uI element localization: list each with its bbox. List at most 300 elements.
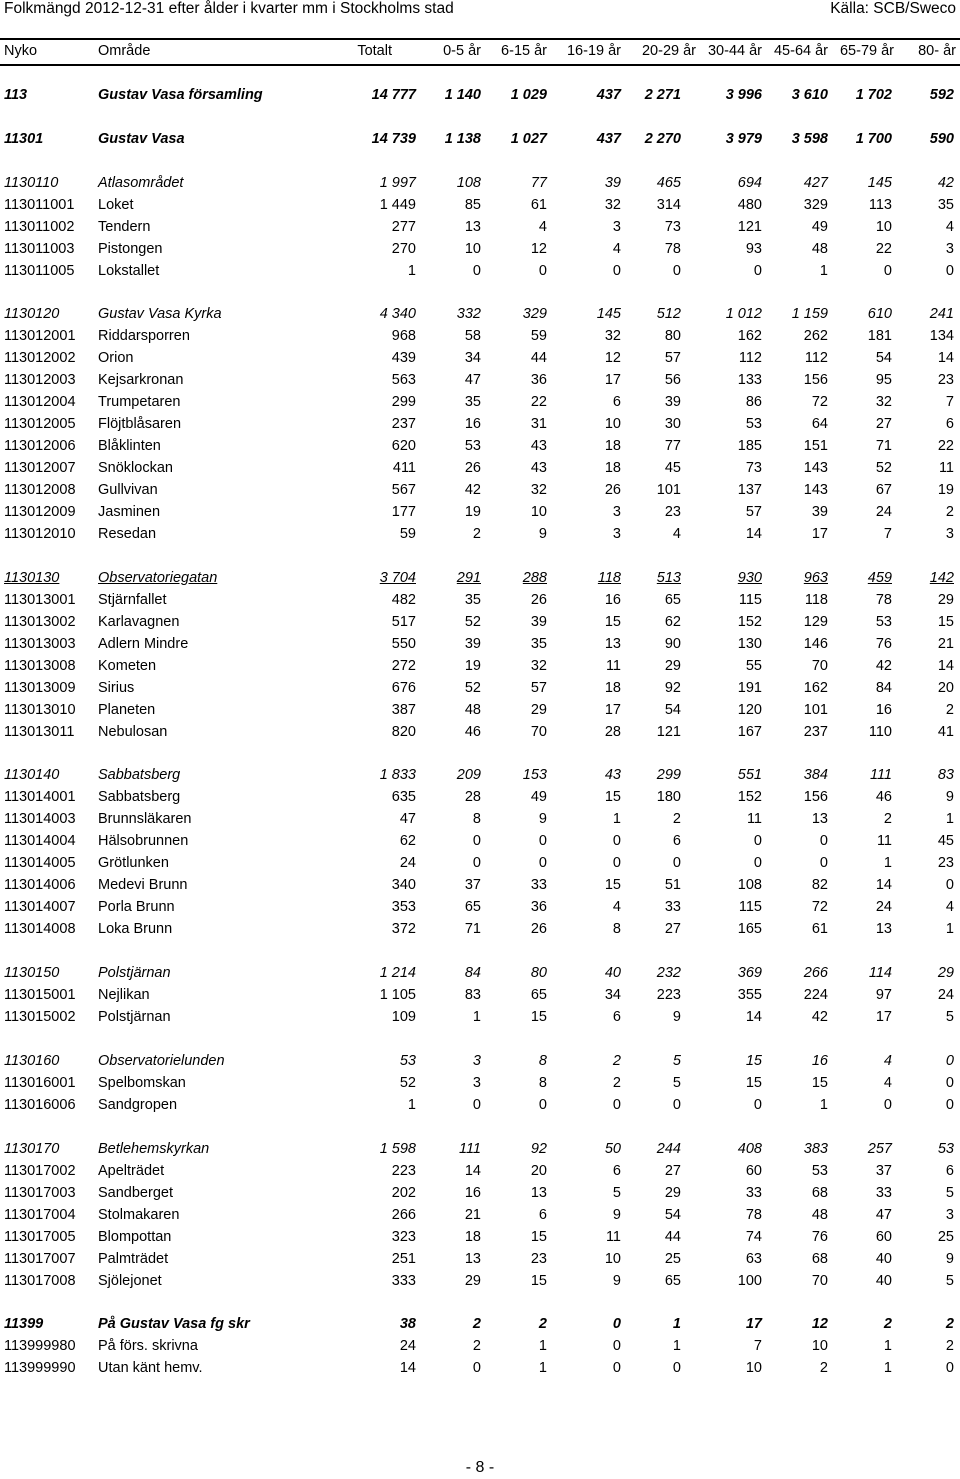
cell-age-16-19: 5 xyxy=(612,1185,621,1201)
cell-age-45-64: 72 xyxy=(811,394,828,410)
table-row xyxy=(0,1248,960,1270)
cell-age-0-5: 53 xyxy=(464,438,481,454)
cell-omrade: Apelträdet xyxy=(98,1163,165,1179)
cell-age-30-44: 152 xyxy=(737,614,762,630)
cell-totalt: 1 598 xyxy=(379,1141,416,1157)
cell-age-16-19: 17 xyxy=(604,702,621,718)
cell-age-80-plus: 9 xyxy=(945,1251,954,1267)
column-header-age-65-79: 65-79 år xyxy=(839,43,894,59)
cell-age-20-29: 78 xyxy=(664,241,681,257)
cell-omrade: Blompottan xyxy=(98,1229,172,1245)
cell-age-16-19: 10 xyxy=(604,416,621,432)
cell-age-80-plus: 1 xyxy=(945,921,954,937)
cell-totalt: 38 xyxy=(399,1316,416,1332)
cell-age-45-64: 39 xyxy=(811,504,828,520)
cell-age-20-29: 2 270 xyxy=(644,131,681,147)
cell-age-30-44: 15 xyxy=(745,1053,762,1069)
cell-age-0-5: 35 xyxy=(464,592,481,608)
cell-age-65-79: 17 xyxy=(875,1009,892,1025)
cell-age-30-44: 60 xyxy=(745,1163,762,1179)
cell-nyko: 113014001 xyxy=(4,789,76,805)
cell-age-45-64: 101 xyxy=(803,702,828,718)
table-row xyxy=(0,501,960,523)
cell-nyko: 1130110 xyxy=(4,175,59,191)
cell-age-20-29: 51 xyxy=(664,877,681,893)
cell-totalt: 4 340 xyxy=(379,306,416,322)
cell-age-45-64: 53 xyxy=(811,1163,828,1179)
table-row xyxy=(0,260,960,282)
table-row xyxy=(0,852,960,874)
cell-age-20-29: 23 xyxy=(664,504,681,520)
cell-age-16-19: 0 xyxy=(612,1097,621,1113)
cell-age-65-79: 24 xyxy=(875,504,892,520)
cell-age-16-19: 2 xyxy=(612,1075,621,1091)
cell-age-20-29: 0 xyxy=(672,855,681,871)
cell-age-20-29: 45 xyxy=(664,460,681,476)
cell-age-0-5: 39 xyxy=(464,636,481,652)
cell-nyko: 113013003 xyxy=(4,636,76,652)
cell-omrade: Nejlikan xyxy=(98,987,150,1003)
cell-age-30-44: 165 xyxy=(737,921,762,937)
cell-omrade: Sandgropen xyxy=(98,1097,178,1113)
column-header-totalt: Totalt xyxy=(357,43,392,59)
cell-age-20-29: 121 xyxy=(656,724,681,740)
cell-nyko: 113012008 xyxy=(4,482,76,498)
cell-totalt: 251 xyxy=(391,1251,416,1267)
cell-age-30-44: 53 xyxy=(745,416,762,432)
cell-totalt: 223 xyxy=(391,1163,416,1179)
cell-nyko: 113013008 xyxy=(4,658,76,674)
table-row xyxy=(0,1226,960,1248)
cell-age-6-15: 0 xyxy=(538,855,547,871)
cell-age-0-5: 46 xyxy=(464,724,481,740)
cell-age-45-64: 3 598 xyxy=(791,131,828,147)
cell-nyko: 11399 xyxy=(4,1316,44,1332)
document-title: Folkmängd 2012-12-31 efter ålder i kvarter mm i Stockholms stad xyxy=(4,0,454,17)
cell-omrade: Trumpetaren xyxy=(98,394,181,410)
cell-age-45-64: 237 xyxy=(803,724,828,740)
cell-age-30-44: 0 xyxy=(753,263,762,279)
cell-age-0-5: 1 140 xyxy=(444,87,481,103)
cell-omrade: Polstjärnan xyxy=(98,1009,171,1025)
cell-age-80-plus: 15 xyxy=(937,614,954,630)
cell-age-45-64: 118 xyxy=(804,592,828,608)
cell-omrade: Gustav Vasa Kyrka xyxy=(98,306,222,322)
cell-age-45-64: 151 xyxy=(803,438,828,454)
cell-nyko: 113017003 xyxy=(4,1185,76,1201)
cell-age-6-15: 9 xyxy=(538,811,547,827)
cell-nyko: 113015001 xyxy=(4,987,76,1003)
cell-age-80-plus: 0 xyxy=(945,263,954,279)
cell-nyko: 113014004 xyxy=(4,833,76,849)
page-number: - 8 - xyxy=(465,1459,495,1476)
cell-age-6-15: 65 xyxy=(530,987,547,1003)
cell-omrade: Utan känt hemv. xyxy=(98,1360,203,1376)
cell-age-45-64: 0 xyxy=(819,855,828,871)
cell-nyko: 113014008 xyxy=(4,921,76,937)
cell-age-65-79: 7 xyxy=(883,526,892,542)
cell-age-65-79: 0 xyxy=(883,1097,892,1113)
cell-omrade: Atlasområdet xyxy=(98,175,184,191)
cell-age-20-29: 65 xyxy=(664,592,681,608)
cell-age-80-plus: 6 xyxy=(945,1163,954,1179)
cell-age-65-79: 95 xyxy=(875,372,892,388)
cell-totalt: 620 xyxy=(391,438,416,454)
cell-age-0-5: 0 xyxy=(472,1360,481,1376)
cell-age-45-64: 427 xyxy=(803,175,828,191)
cell-age-20-29: 512 xyxy=(656,306,681,322)
cell-age-16-19: 12 xyxy=(604,350,621,366)
cell-age-30-44: 0 xyxy=(753,1097,762,1113)
cell-totalt: 968 xyxy=(391,328,416,344)
cell-age-0-5: 0 xyxy=(472,855,481,871)
cell-age-30-44: 121 xyxy=(737,219,762,235)
cell-age-45-64: 143 xyxy=(803,460,828,476)
cell-totalt: 439 xyxy=(391,350,416,366)
cell-totalt: 109 xyxy=(391,1009,416,1025)
cell-age-16-19: 15 xyxy=(604,614,621,630)
cell-age-30-44: 93 xyxy=(745,241,762,257)
cell-age-0-5: 2 xyxy=(472,1338,481,1354)
cell-age-30-44: 120 xyxy=(737,702,762,718)
table-row xyxy=(0,457,960,479)
cell-age-0-5: 16 xyxy=(464,1185,481,1201)
cell-age-20-29: 33 xyxy=(664,899,681,915)
cell-age-80-plus: 4 xyxy=(945,219,954,235)
table-row xyxy=(0,303,960,325)
cell-age-65-79: 1 700 xyxy=(855,131,892,147)
cell-age-65-79: 60 xyxy=(875,1229,892,1245)
cell-age-20-29: 1 xyxy=(672,1316,681,1332)
table-row xyxy=(0,611,960,633)
cell-age-0-5: 29 xyxy=(464,1273,481,1289)
cell-age-30-44: 694 xyxy=(737,175,762,191)
cell-age-16-19: 39 xyxy=(604,175,621,191)
cell-age-80-plus: 3 xyxy=(945,526,954,542)
cell-age-80-plus: 142 xyxy=(929,570,954,586)
cell-age-20-29: 30 xyxy=(664,416,681,432)
cell-age-6-15: 8 xyxy=(538,1053,547,1069)
cell-age-80-plus: 2 xyxy=(945,702,954,718)
cell-omrade: Spelbomskan xyxy=(98,1075,186,1091)
cell-totalt: 277 xyxy=(391,219,416,235)
cell-age-45-64: 10 xyxy=(811,1338,828,1354)
table-row xyxy=(0,1160,960,1182)
cell-age-30-44: 33 xyxy=(745,1185,762,1201)
cell-totalt: 272 xyxy=(391,658,416,674)
table-row xyxy=(0,633,960,655)
cell-age-45-64: 1 xyxy=(819,1097,828,1113)
table-row xyxy=(0,523,960,545)
cell-omrade: Lokstallet xyxy=(98,263,160,279)
cell-age-0-5: 108 xyxy=(456,175,481,191)
cell-age-80-plus: 45 xyxy=(937,833,954,849)
cell-age-80-plus: 3 xyxy=(945,1207,954,1223)
cell-age-20-29: 80 xyxy=(664,328,681,344)
cell-age-0-5: 19 xyxy=(464,658,481,674)
table-row xyxy=(0,808,960,830)
cell-age-45-64: 384 xyxy=(803,767,828,783)
cell-age-20-29: 232 xyxy=(656,965,681,981)
cell-nyko: 113012006 xyxy=(4,438,76,454)
cell-age-16-19: 40 xyxy=(604,965,621,981)
cell-age-0-5: 332 xyxy=(456,306,481,322)
cell-age-0-5: 83 xyxy=(464,987,481,1003)
cell-totalt: 3 704 xyxy=(379,570,416,586)
table-row xyxy=(0,216,960,238)
cell-age-0-5: 21 xyxy=(464,1207,481,1223)
source-credit: Källa: SCB/Sweco xyxy=(830,0,956,17)
cell-age-65-79: 4 xyxy=(883,1075,892,1091)
table-row xyxy=(0,128,960,150)
cell-age-6-15: 329 xyxy=(522,306,547,322)
cell-age-45-64: 963 xyxy=(803,570,828,586)
cell-totalt: 1 997 xyxy=(379,175,416,191)
cell-age-6-15: 15 xyxy=(530,1229,547,1245)
cell-totalt: 52 xyxy=(399,1075,416,1091)
cell-age-80-plus: 41 xyxy=(937,724,954,740)
cell-age-0-5: 10 xyxy=(464,241,481,257)
cell-omrade: Orion xyxy=(98,350,134,366)
cell-age-20-29: 244 xyxy=(656,1141,681,1157)
table-row xyxy=(0,435,960,457)
cell-age-16-19: 34 xyxy=(604,987,621,1003)
cell-age-6-15: 43 xyxy=(530,460,547,476)
cell-totalt: 353 xyxy=(391,899,416,915)
cell-age-45-64: 266 xyxy=(803,965,828,981)
cell-totalt: 14 739 xyxy=(371,131,416,147)
cell-nyko: 113013009 xyxy=(4,680,76,696)
cell-age-6-15: 15 xyxy=(530,1009,547,1025)
cell-age-20-29: 299 xyxy=(656,767,681,783)
cell-age-0-5: 34 xyxy=(464,350,481,366)
cell-age-65-79: 76 xyxy=(875,636,892,652)
cell-age-45-64: 70 xyxy=(811,658,828,674)
cell-age-30-44: 0 xyxy=(753,855,762,871)
cell-omrade: Medevi Brunn xyxy=(98,877,188,893)
cell-age-65-79: 40 xyxy=(875,1251,892,1267)
cell-nyko: 113012007 xyxy=(4,460,76,476)
cell-age-20-29: 62 xyxy=(664,614,681,630)
table-row xyxy=(0,194,960,216)
cell-omrade: Polstjärnan xyxy=(98,965,171,981)
cell-age-45-64: 3 610 xyxy=(791,87,828,103)
cell-nyko: 1130170 xyxy=(4,1141,60,1157)
table-row xyxy=(0,1094,960,1116)
cell-totalt: 53 xyxy=(399,1053,416,1069)
cell-age-0-5: 2 xyxy=(472,1316,481,1332)
cell-age-0-5: 58 xyxy=(464,328,481,344)
cell-age-45-64: 129 xyxy=(803,614,828,630)
cell-age-45-64: 76 xyxy=(811,1229,828,1245)
cell-age-80-plus: 1 xyxy=(945,811,954,827)
cell-age-20-29: 314 xyxy=(656,197,681,213)
cell-age-6-15: 61 xyxy=(530,197,547,213)
cell-age-0-5: 1 xyxy=(472,1009,481,1025)
cell-age-0-5: 3 xyxy=(472,1053,481,1069)
cell-age-45-64: 48 xyxy=(811,1207,828,1223)
cell-age-30-44: 7 xyxy=(753,1338,762,1354)
cell-age-20-29: 6 xyxy=(672,833,681,849)
cell-age-80-plus: 9 xyxy=(945,789,954,805)
cell-age-80-plus: 83 xyxy=(937,767,954,783)
cell-omrade: Flöjtblåsaren xyxy=(98,416,182,432)
cell-age-80-plus: 23 xyxy=(937,372,954,388)
cell-age-20-29: 27 xyxy=(664,1163,681,1179)
cell-age-30-44: 355 xyxy=(737,987,762,1003)
cell-totalt: 340 xyxy=(391,877,416,893)
cell-totalt: 635 xyxy=(391,789,416,805)
cell-age-16-19: 3 xyxy=(612,526,621,542)
cell-nyko: 113015002 xyxy=(4,1009,76,1025)
cell-age-80-plus: 2 xyxy=(945,504,954,520)
cell-age-16-19: 17 xyxy=(604,372,621,388)
cell-age-6-15: 32 xyxy=(530,658,547,674)
cell-age-30-44: 551 xyxy=(737,767,762,783)
cell-age-6-15: 4 xyxy=(538,219,547,235)
cell-age-16-19: 0 xyxy=(612,1360,621,1376)
cell-omrade: Hälsobrunnen xyxy=(98,833,189,849)
cell-totalt: 177 xyxy=(391,504,416,520)
cell-omrade: Sabbatsberg xyxy=(98,767,181,783)
cell-age-20-29: 27 xyxy=(664,921,681,937)
cell-age-0-5: 13 xyxy=(464,219,481,235)
cell-age-45-64: 15 xyxy=(811,1075,828,1091)
cell-age-65-79: 24 xyxy=(875,899,892,915)
cell-age-30-44: 17 xyxy=(745,1316,762,1332)
table-row xyxy=(0,172,960,194)
cell-age-80-plus: 24 xyxy=(937,987,954,1003)
cell-omrade: Loket xyxy=(98,197,134,213)
cell-totalt: 14 xyxy=(399,1360,416,1376)
cell-nyko: 113012002 xyxy=(4,350,76,366)
cell-age-6-15: 288 xyxy=(522,570,547,586)
cell-age-65-79: 33 xyxy=(875,1185,892,1201)
cell-age-6-15: 1 xyxy=(538,1360,547,1376)
cell-nyko: 113011003 xyxy=(4,241,75,257)
cell-age-30-44: 108 xyxy=(737,877,762,893)
table-row xyxy=(0,830,960,852)
cell-age-0-5: 8 xyxy=(472,811,481,827)
cell-totalt: 270 xyxy=(391,241,416,257)
cell-totalt: 24 xyxy=(399,1338,416,1354)
table-row xyxy=(0,655,960,677)
cell-age-65-79: 13 xyxy=(875,921,892,937)
cell-age-0-5: 52 xyxy=(464,680,481,696)
cell-age-0-5: 19 xyxy=(464,504,481,520)
cell-totalt: 372 xyxy=(391,921,416,937)
cell-age-16-19: 43 xyxy=(604,767,621,783)
cell-age-30-44: 133 xyxy=(737,372,762,388)
cell-age-6-15: 1 029 xyxy=(510,87,547,103)
cell-age-0-5: 3 xyxy=(472,1075,481,1091)
cell-age-65-79: 145 xyxy=(867,175,892,191)
cell-age-6-15: 29 xyxy=(530,702,547,718)
cell-age-65-79: 0 xyxy=(883,263,892,279)
cell-age-45-64: 72 xyxy=(811,899,828,915)
cell-totalt: 1 xyxy=(407,263,416,279)
cell-age-16-19: 437 xyxy=(596,131,621,147)
table-row xyxy=(0,699,960,721)
cell-totalt: 550 xyxy=(391,636,416,652)
cell-age-80-plus: 592 xyxy=(929,87,954,103)
table-row xyxy=(0,896,960,918)
cell-age-20-29: 65 xyxy=(664,1273,681,1289)
column-header-age-6-15: 6-15 år xyxy=(501,43,547,59)
cell-age-80-plus: 2 xyxy=(945,1338,954,1354)
cell-omrade: Stolmakaren xyxy=(98,1207,180,1223)
cell-age-65-79: 67 xyxy=(875,482,892,498)
cell-age-16-19: 18 xyxy=(604,438,621,454)
cell-age-16-19: 118 xyxy=(597,570,621,586)
cell-nyko: 113017002 xyxy=(4,1163,76,1179)
cell-omrade: Palmträdet xyxy=(98,1251,169,1267)
column-header-age-80-plus: 80- år xyxy=(918,43,956,59)
cell-age-0-5: 16 xyxy=(464,416,481,432)
cell-age-6-15: 6 xyxy=(538,1207,547,1223)
cell-age-16-19: 11 xyxy=(605,1229,621,1245)
cell-age-30-44: 167 xyxy=(737,724,762,740)
cell-age-16-19: 0 xyxy=(612,1316,621,1332)
cell-age-30-44: 185 xyxy=(737,438,762,454)
cell-age-45-64: 61 xyxy=(811,921,828,937)
cell-age-16-19: 2 xyxy=(612,1053,621,1069)
cell-age-0-5: 0 xyxy=(472,833,481,849)
table-row xyxy=(0,479,960,501)
cell-age-20-29: 4 xyxy=(672,526,681,542)
cell-age-45-64: 1 xyxy=(819,263,828,279)
cell-omrade: Betlehemskyrkan xyxy=(98,1141,210,1157)
cell-totalt: 62 xyxy=(399,833,416,849)
cell-age-80-plus: 42 xyxy=(937,175,954,191)
cell-age-65-79: 47 xyxy=(875,1207,892,1223)
cell-age-65-79: 84 xyxy=(875,680,892,696)
cell-age-6-15: 32 xyxy=(530,482,547,498)
table-row xyxy=(0,1313,960,1335)
cell-age-6-15: 44 xyxy=(530,350,547,366)
cell-age-0-5: 0 xyxy=(472,1097,481,1113)
cell-nyko: 113014005 xyxy=(4,855,76,871)
cell-age-30-44: 130 xyxy=(737,636,762,652)
table-row xyxy=(0,1138,960,1160)
cell-age-30-44: 78 xyxy=(745,1207,762,1223)
table-row xyxy=(0,786,960,808)
cell-age-80-plus: 3 xyxy=(945,241,954,257)
cell-age-6-15: 2 xyxy=(538,1316,547,1332)
cell-nyko: 113014006 xyxy=(4,877,76,893)
cell-nyko: 113014007 xyxy=(4,899,76,915)
cell-age-65-79: 110 xyxy=(868,724,892,740)
cell-age-45-64: 48 xyxy=(811,241,828,257)
cell-age-20-29: 2 271 xyxy=(644,87,681,103)
cell-age-20-29: 513 xyxy=(656,570,681,586)
cell-age-6-15: 33 xyxy=(530,877,547,893)
column-header-row xyxy=(0,40,960,62)
cell-nyko: 113012009 xyxy=(4,504,76,520)
cell-nyko: 113011005 xyxy=(4,263,75,279)
cell-age-16-19: 4 xyxy=(612,899,621,915)
cell-age-16-19: 9 xyxy=(612,1207,621,1223)
cell-age-80-plus: 5 xyxy=(945,1009,954,1025)
cell-age-65-79: 52 xyxy=(875,460,892,476)
cell-age-16-19: 3 xyxy=(612,504,621,520)
column-header-age-30-44: 30-44 år xyxy=(707,43,762,59)
cell-age-16-19: 0 xyxy=(612,833,621,849)
cell-omrade: Snöklockan xyxy=(98,460,173,476)
cell-nyko: 113017004 xyxy=(4,1207,76,1223)
cell-age-16-19: 28 xyxy=(604,724,621,740)
cell-age-20-29: 29 xyxy=(664,1185,681,1201)
